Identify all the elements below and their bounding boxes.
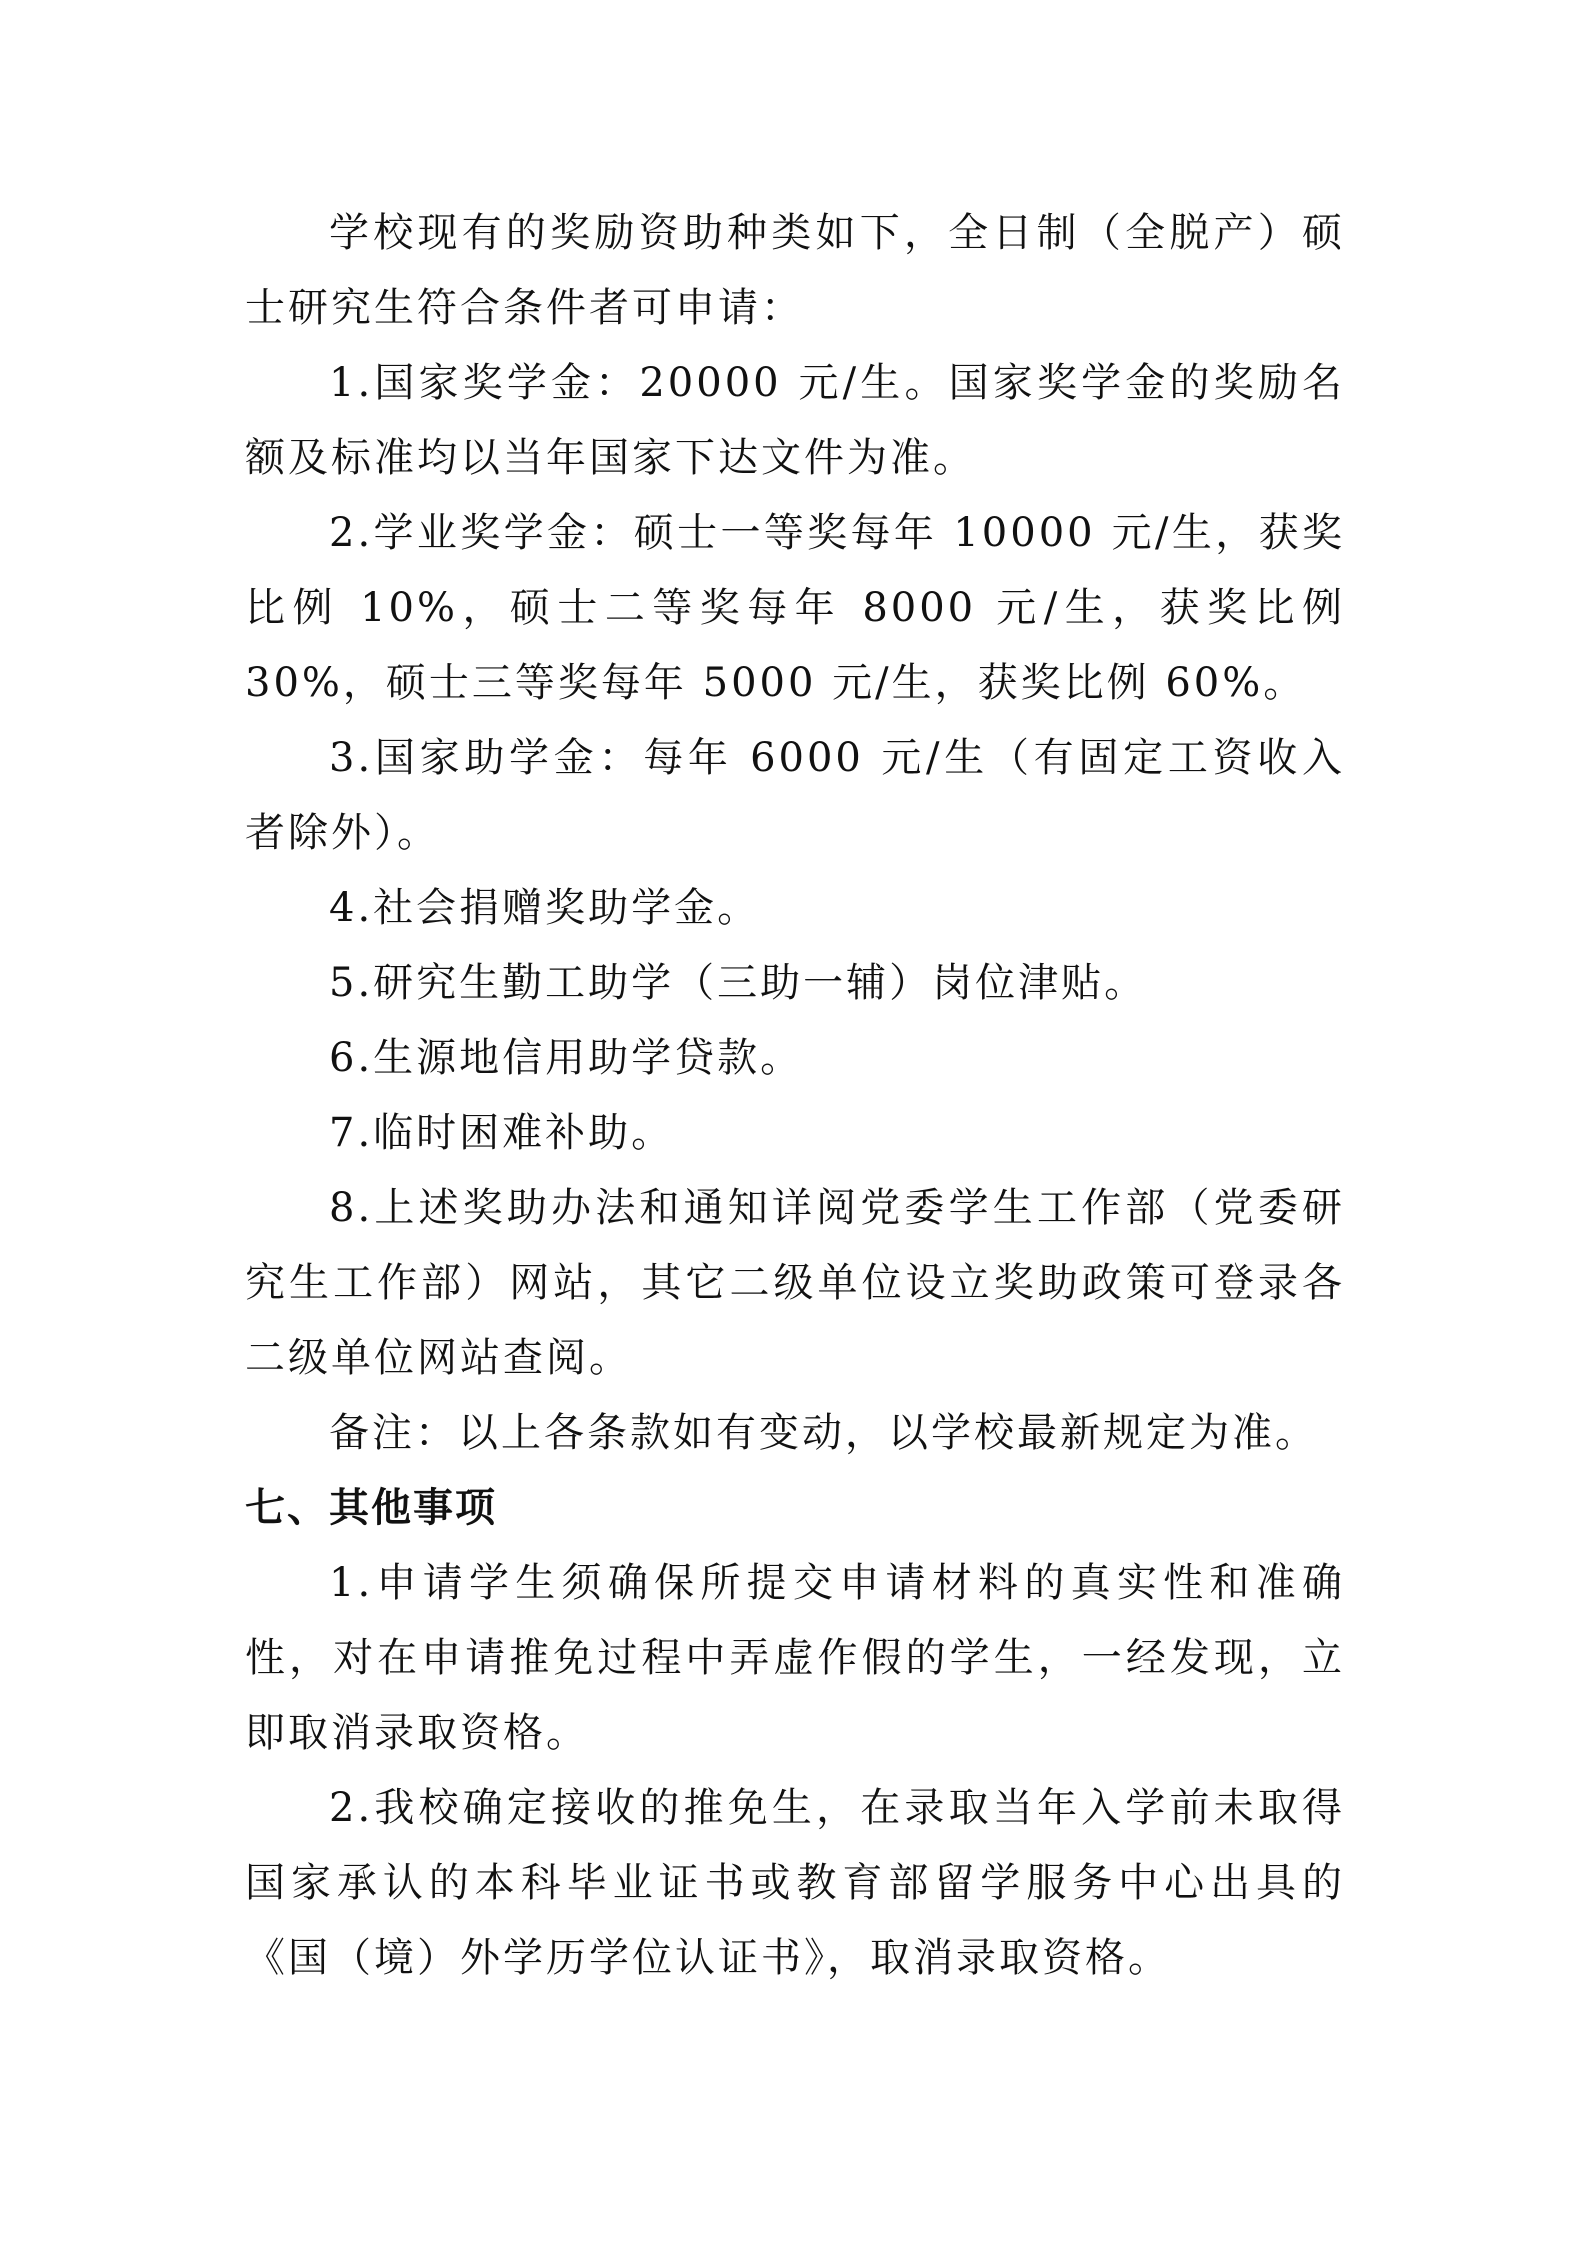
section-heading: 七、其他事项 xyxy=(245,1485,497,1531)
list-item: 2.我校确定接收的推免生，在录取当年入学前未取得国家承认的本科毕业证书或教育部留学服务中心出具的《国（境）外学历学位认证书》，取消录取资格。 xyxy=(245,1785,1345,1981)
list-item: 3.国家助学金：每年 6000 元/生（有固定工资收入者除外）。 xyxy=(245,735,1345,856)
list-item: 1.申请学生须确保所提交申请材料的真实性和准确性，对在申请推免过程中弄虚作假的学生，一经发现，立即取消录取资格。 xyxy=(245,1560,1345,1756)
intro-paragraph: 学校现有的奖励资助种类如下，全日制（全脱产）硕士研究生符合条件者可申请： xyxy=(245,210,1345,331)
list-item: 5.研究生勤工助学（三助一辅）岗位津贴。 xyxy=(329,960,1148,1006)
list-item: 1.国家奖学金：20000 元/生。国家奖学金的奖励名额及标准均以当年国家下达文件为准。 xyxy=(245,360,1345,481)
document-body xyxy=(245,196,1345,1996)
list-item: 2.学业奖学金：硕士一等奖每年 10000 元/生，获奖比例 10%，硕士二等奖每年 8000 元/生，获奖比例 30%，硕士三等奖每年 5000 元/生，获奖比例 60%。 xyxy=(245,510,1345,706)
list-item: 8.上述奖助办法和通知详阅党委学生工作部（党委研究生工作部）网站，其它二级单位设立奖助政策可登录各二级单位网站查阅。 xyxy=(245,1185,1345,1381)
list-item: 4.社会捐赠奖助学金。 xyxy=(329,885,761,931)
note-paragraph: 备注：以上各条款如有变动，以学校最新规定为准。 xyxy=(329,1410,1318,1456)
list-item: 6.生源地信用助学贷款。 xyxy=(329,1035,804,1081)
list-item: 7.临时困难补助。 xyxy=(329,1110,675,1156)
